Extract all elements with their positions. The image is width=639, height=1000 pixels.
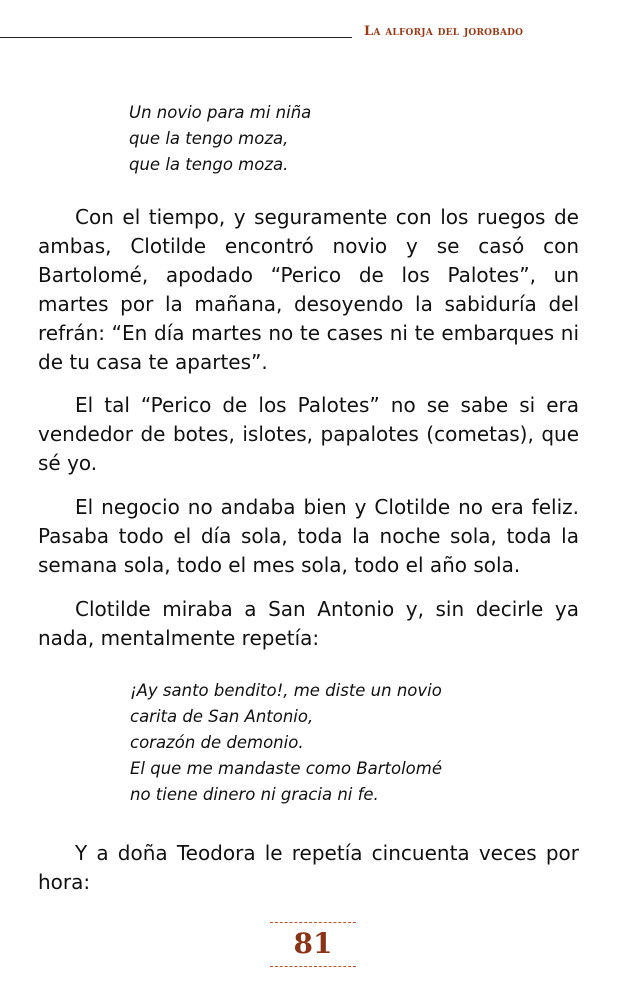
paragraph: Clotilde miraba a San Antonio y, sin decirle ya nada, mentalmente repetía:: [38, 597, 579, 650]
verse-line: ¡Ay santo bendito!, me diste un novio: [130, 681, 442, 700]
page-number-rule-top: [270, 922, 356, 923]
paragraph: Y a doña Teodora le repetía cincuenta veces por hora:: [38, 841, 579, 894]
page-number-box: [270, 920, 356, 970]
paragraph: El negocio no andaba bien y Clotilde no era feliz. Pasaba todo el día sola, toda la noche sola, toda la semana sola, todo el mes sola, todo el año sola.: [38, 495, 579, 577]
verse-line: que la tengo moza.: [129, 155, 289, 174]
verse-line: no tiene dinero ni gracia ni fe.: [130, 785, 379, 804]
paragraph: Con el tiempo, y seguramente con los ruegos de ambas, Clotilde encontró novio y se casó con Bartolomé, apodado “Perico de los Palotes”, un martes por la mañana, desoyendo la sabiduría del refrán: “En día martes no te cases ni te embarques ni de tu casa te apartes”.: [38, 205, 579, 374]
page-number-rule-bottom: [270, 966, 356, 967]
paragraph: El tal “Perico de los Palotes” no se sabe si era vendedor de botes, islotes, papalotes (cometas), que sé yo.: [38, 393, 579, 475]
verse-line: carita de San Antonio,: [130, 707, 314, 726]
page-number: 81: [293, 927, 333, 960]
verse-line: Un novio para mi niña: [129, 103, 312, 122]
header-rule: [0, 37, 352, 38]
verse-block: [129, 100, 311, 178]
running-header: La alforja del jorobado: [364, 24, 524, 39]
verse-line: que la tengo moza,: [129, 129, 289, 148]
verse-line: El que me mandaste como Bartolomé: [130, 759, 443, 778]
verse-line: corazón de demonio.: [130, 733, 304, 752]
verse-block: [130, 678, 442, 808]
